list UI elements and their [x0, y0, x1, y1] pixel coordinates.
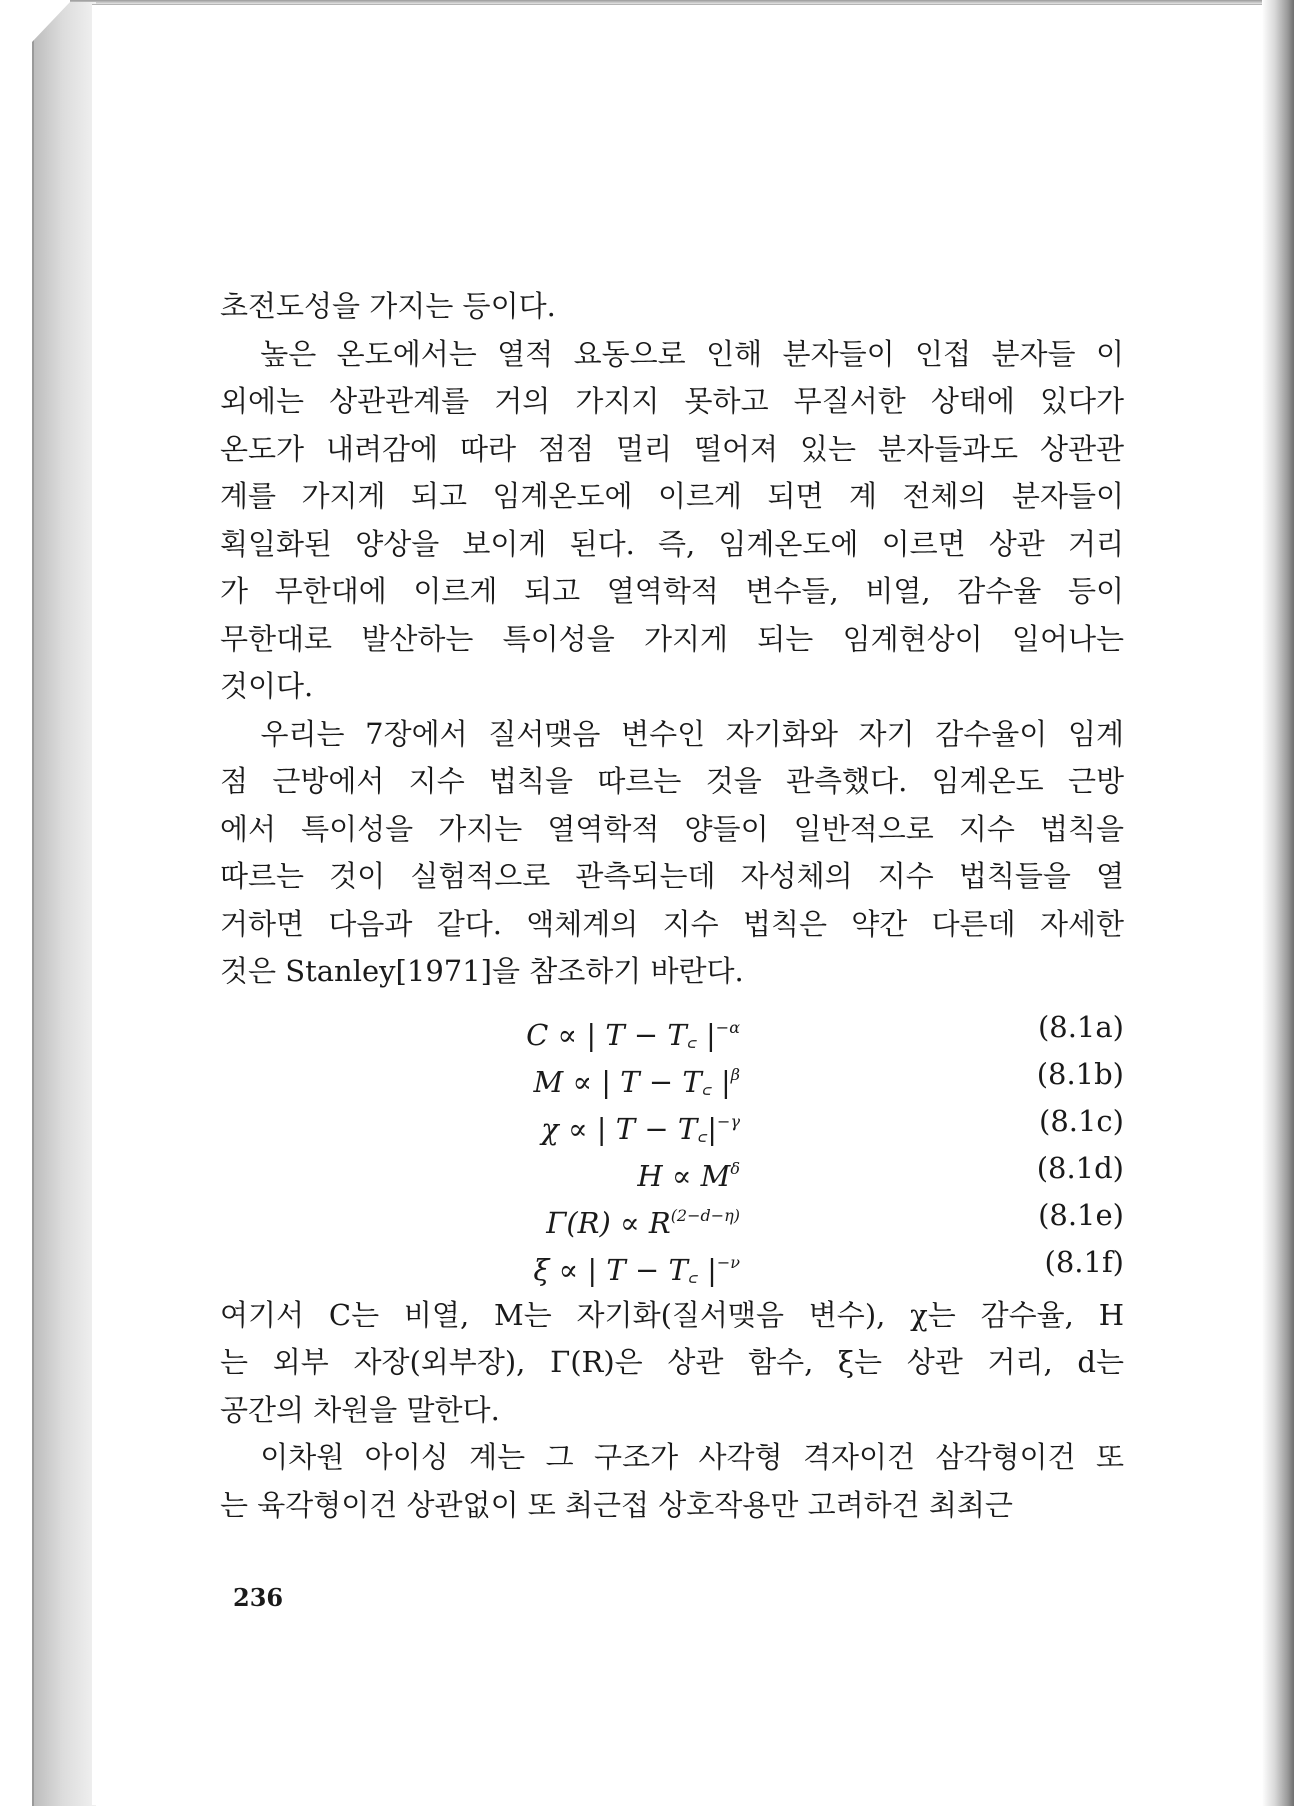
- equation: [220, 1239, 1124, 1286]
- equation-number: (8.1d): [1036, 1150, 1124, 1185]
- paragraph: [220, 711, 1124, 996]
- text-line: 것은 Stanley[1971]을 참조하기 바란다.: [220, 954, 744, 988]
- paragraph: [220, 1434, 1124, 1529]
- paragraph: [220, 331, 1124, 711]
- page-number: 236: [233, 1583, 284, 1612]
- text-line: 거하면 다음과 같다. 액체계의 지수 법칙은 약간 다른데 자세한: [220, 906, 1124, 941]
- equation-exponent: −ν: [716, 1252, 740, 1272]
- text-line: 높은 온도에서는 열적 요동으로 인해 분자들이 인접 분자들 이: [220, 336, 1124, 371]
- equation-base: H ∝ M: [637, 1158, 731, 1193]
- equation-exponent: δ: [730, 1158, 740, 1178]
- text-line: 초전도성을 가지는 등이다.: [220, 289, 556, 323]
- text-line: 것이다.: [220, 669, 314, 703]
- paragraph: [220, 283, 1124, 331]
- equation-block: [220, 1004, 1124, 1286]
- equation: [220, 1145, 1124, 1192]
- equation-exponent: −α: [715, 1017, 740, 1037]
- equation-base: ξ ∝ | T − T꜀ |: [533, 1252, 717, 1287]
- text-line: 이차원 아이싱 계는 그 구조가 사각형 격자이건 삼각형이건 또: [220, 1440, 1124, 1474]
- text-line: 계를 가지게 되고 임계온도에 이르게 되면 계 전체의 분자들이: [220, 479, 1124, 513]
- text-line: 가 무한대에 이르게 되고 열역학적 변수들, 비열, 감수율 등이: [220, 574, 1124, 608]
- text-line: 무한대로 발산하는 특이성을 가지게 되는 임계현상이 일어나는: [220, 621, 1124, 656]
- equation-number: (8.1c): [1039, 1103, 1124, 1138]
- text-line: 외에는 상관관계를 거의 가지지 못하고 무질서한 상태에 있다가: [220, 384, 1124, 418]
- book-right-edge: [1262, 0, 1294, 1806]
- equation-exponent: −γ: [717, 1111, 740, 1131]
- text-line: 따르는 것이 실험적으로 관측되는데 자성체의 지수 법칙들을 열: [220, 859, 1124, 893]
- equation-base: χ ∝ | T − T꜀|: [541, 1111, 718, 1146]
- equation-number: (8.1a): [1037, 1009, 1124, 1044]
- equation-exponent: (2−d−η): [670, 1205, 740, 1225]
- text-line: 온도가 내려감에 따라 점점 멀리 떨어져 있는 분자들과도 상관관: [220, 431, 1124, 466]
- text-line: 공간의 차원을 말한다.: [220, 1392, 500, 1427]
- body-text: [220, 283, 1124, 1529]
- text-line: 는 육각형이건 상관없이 또 최근접 상호작용만 고려하건 최최근: [220, 1487, 1013, 1522]
- text-line: 우리는 7장에서 질서맺음 변수인 자기화와 자기 감수율이 임계: [220, 716, 1124, 751]
- text-line: 점 근방에서 지수 법칙을 따르는 것을 관측했다. 임계온도 근방: [220, 764, 1124, 798]
- text-line: 는 외부 자장(외부장), Γ(R)은 상관 함수, ξ는 상관 거리, d는: [220, 1345, 1124, 1379]
- paragraphs-after-equations: [220, 1292, 1124, 1530]
- equation-number: (8.1f): [1044, 1244, 1124, 1279]
- paragraphs-before-equations: [220, 283, 1124, 996]
- equation-number: (8.1e): [1038, 1197, 1124, 1232]
- equation: [220, 1192, 1124, 1239]
- equation-number: (8.1b): [1036, 1056, 1124, 1091]
- book-spine-edge: [32, 2, 98, 1806]
- equation-base: C ∝ | T − T꜀ |: [526, 1017, 716, 1052]
- paragraph: [220, 1292, 1124, 1435]
- equation: [220, 1051, 1124, 1098]
- equation-base: Γ(R) ∝ R: [546, 1205, 671, 1240]
- text-line: 여기서 C는 비열, M는 자기화(질서맺음 변수), χ는 감수율, H: [220, 1297, 1124, 1332]
- equation-expression: [533, 1239, 740, 1295]
- equation: [220, 1004, 1124, 1051]
- equation-exponent: β: [730, 1064, 740, 1084]
- text-line: 획일화된 양상을 보이게 된다. 즉, 임계온도에 이르면 상관 거리: [220, 526, 1124, 561]
- equation-base: M ∝ | T − T꜀ |: [533, 1064, 731, 1099]
- text-line: 에서 특이성을 가지는 열역학적 양들이 일반적으로 지수 법칙을: [220, 811, 1124, 846]
- equation: [220, 1098, 1124, 1145]
